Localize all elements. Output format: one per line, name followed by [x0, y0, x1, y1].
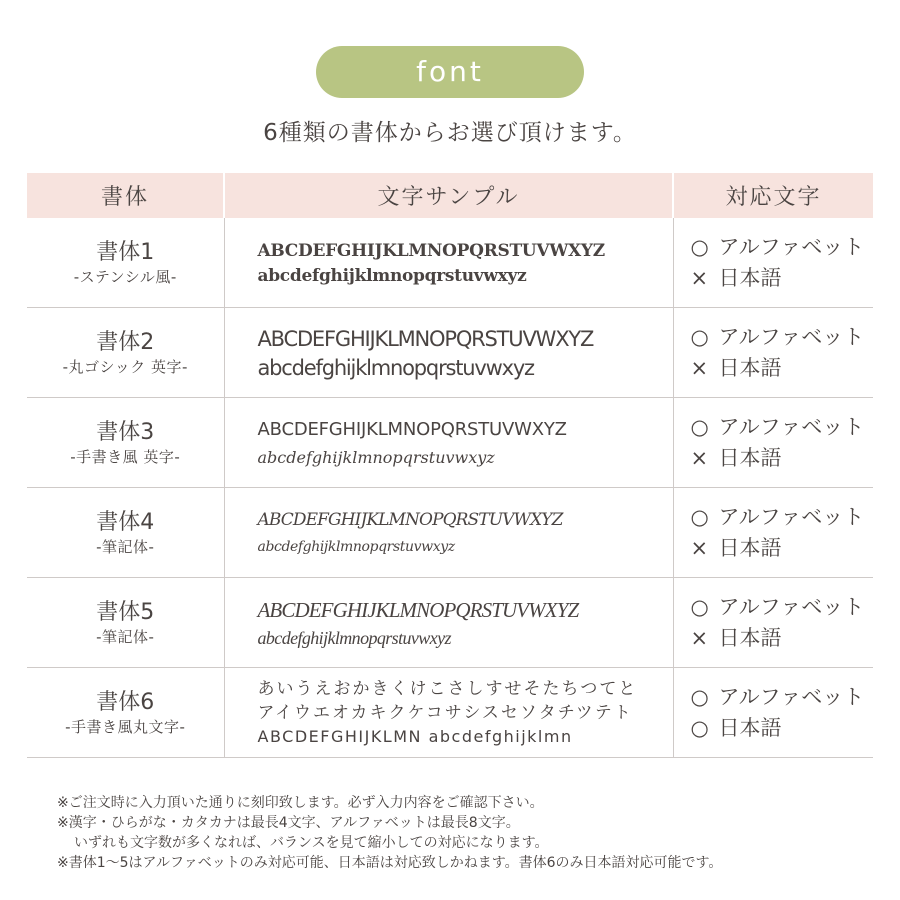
- font-style-label: -筆記体-: [96, 627, 155, 646]
- sample-uppercase: ABCDEFGHIJKLMNOPQRSTUVWXYZ: [257, 418, 567, 440]
- support-alphabet: [691, 412, 874, 443]
- support-label: アルファベット: [718, 234, 865, 259]
- support-label: 日本語: [718, 265, 782, 290]
- support-label: 日本語: [718, 535, 782, 560]
- font-name-cell: [27, 218, 224, 308]
- table-row: [27, 578, 873, 668]
- note-item: ※漢字・ひらがな・カタカナは最長4文字、アルファベットは最長8文字。: [57, 815, 520, 831]
- support-cell: [673, 398, 873, 488]
- font-name-cell: [27, 398, 224, 488]
- support-label: 日本語: [718, 445, 782, 470]
- sample-lowercase: abcdefghijklmnopqrstuvwxyz: [257, 538, 455, 555]
- font-name: 書体6: [96, 689, 155, 715]
- support-label: アルファベット: [718, 324, 865, 349]
- support-cell: [673, 578, 873, 668]
- table-row: [27, 308, 873, 398]
- font-style-label: -手書き風 英字-: [70, 447, 181, 466]
- support-alphabet: [691, 502, 874, 533]
- support-mark: ×: [690, 535, 709, 560]
- support-label: 日本語: [718, 355, 782, 380]
- font-sample-cell: [224, 578, 673, 668]
- support-alphabet: [691, 682, 874, 713]
- support-cell: [673, 668, 873, 758]
- note-item: ※書体1～5はアルファベットのみ対応可能、日本語は対応致しかねます。書体6のみ日本語対応可能です。: [57, 855, 723, 871]
- column-header-sample: 文字サンプル: [224, 173, 673, 218]
- sample-uppercase: ABCDEFGHIJKLMNOPQRSTUVWXYZ: [257, 240, 605, 261]
- column-header-font: 書体: [27, 173, 224, 218]
- table-row: [27, 668, 873, 758]
- support-mark: ×: [690, 265, 709, 290]
- font-style-label: -筆記体-: [96, 537, 155, 556]
- table-row: [27, 398, 873, 488]
- font-name: 書体2: [96, 329, 155, 355]
- font-name-cell: [27, 668, 224, 758]
- sample-lowercase: abcdefghijklmnopqrstuvwxyz: [257, 355, 534, 380]
- support-label: アルファベット: [718, 594, 865, 619]
- support-mark: ○: [690, 594, 709, 619]
- support-mark: ○: [690, 324, 709, 349]
- support-japanese: [691, 713, 874, 744]
- table-row: [27, 218, 873, 308]
- support-cell: [673, 488, 873, 578]
- support-alphabet: [691, 322, 874, 353]
- font-style-label: -ステンシル風-: [73, 267, 177, 286]
- sample-lowercase: abcdefghijklmnopqrstuvwxyz: [257, 265, 527, 286]
- font-name-cell: [27, 578, 224, 668]
- support-japanese: [691, 443, 874, 474]
- font-style-label: -丸ゴシック 英字-: [62, 357, 188, 376]
- support-mark: ○: [690, 504, 709, 529]
- support-japanese: [691, 533, 874, 564]
- support-cell: [673, 308, 873, 398]
- sample-hiragana: あいうえおかきくけこさしすせそたちつてと: [257, 678, 638, 699]
- font-name: 書体4: [96, 509, 155, 535]
- table-header-row: [27, 173, 873, 218]
- column-header-support: 対応文字: [673, 173, 873, 218]
- font-name-cell: [27, 308, 224, 398]
- support-japanese: [691, 623, 874, 654]
- font-sample-cell: [224, 488, 673, 578]
- support-mark: ×: [690, 355, 709, 380]
- page-subtitle: 6種類の書体からお選び頂けます。: [263, 120, 637, 146]
- font-name: 書体3: [96, 419, 155, 445]
- support-japanese: [691, 263, 874, 294]
- sample-uppercase: ABCDEFGHIJKLMNOPQRSTUVWXYZ: [257, 597, 579, 622]
- sample-uppercase: ABCDEFGHIJKLMNOPQRSTUVWXYZ: [257, 326, 594, 351]
- support-label: 日本語: [718, 715, 782, 740]
- support-label: アルファベット: [718, 504, 865, 529]
- support-alphabet: [691, 592, 874, 623]
- support-mark: ○: [690, 234, 709, 259]
- font-sample-cell: [224, 308, 673, 398]
- support-mark: ○: [690, 414, 709, 439]
- note-item: ※ご注文時に入力頂いた通りに刻印致します。必ず入力内容をご確認下さい。: [57, 795, 544, 811]
- support-cell: [673, 218, 873, 308]
- font-sample-cell: [224, 398, 673, 488]
- support-label: アルファベット: [718, 684, 865, 709]
- support-mark: ○: [690, 715, 709, 740]
- sample-alphabet: ABCDEFGHIJKLMN abcdefghijklmn: [257, 726, 573, 746]
- font-name: 書体1: [96, 239, 155, 265]
- sample-uppercase: ABCDEFGHIJKLMNOPQRSTUVWXYZ: [257, 509, 563, 530]
- support-label: アルファベット: [718, 414, 865, 439]
- notes-section: [57, 793, 887, 873]
- font-title-pill: font: [316, 46, 584, 98]
- support-japanese: [691, 353, 874, 384]
- font-sample-cell: [224, 668, 673, 758]
- support-mark: ×: [690, 445, 709, 470]
- sample-katakana: アイウエオカキクケコサシスセソタチツテト: [257, 702, 633, 723]
- support-mark: ×: [690, 625, 709, 650]
- support-alphabet: [691, 232, 874, 263]
- sample-lowercase: abcdefghijklmnopqrstuvwxyz: [257, 627, 451, 648]
- font-sample-cell: [224, 218, 673, 308]
- support-label: 日本語: [718, 625, 782, 650]
- support-mark: ○: [690, 684, 709, 709]
- table-row: [27, 488, 873, 578]
- font-name: 書体5: [96, 599, 155, 625]
- note-item: いずれも文字数が多くなれば、バランスを見て縮小しての対応になります。: [74, 835, 549, 851]
- font-table: [27, 173, 873, 758]
- sample-lowercase: abcdefghijklmnopqrstuvwxyz: [257, 447, 495, 467]
- font-name-cell: [27, 488, 224, 578]
- font-style-label: -手書き風丸文字-: [65, 717, 186, 736]
